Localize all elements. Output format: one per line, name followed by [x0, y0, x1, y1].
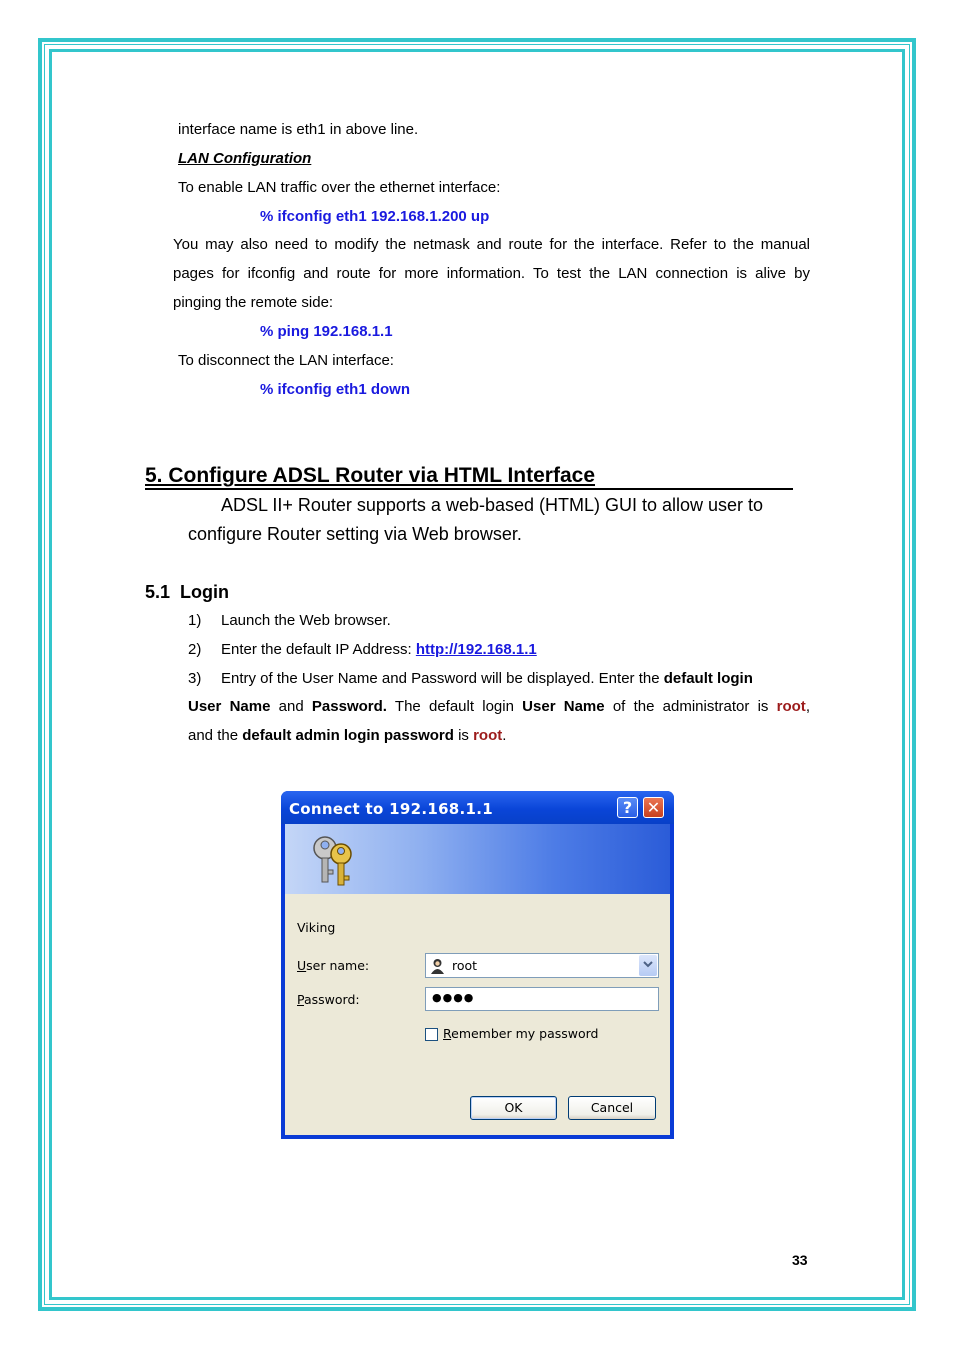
step-3-bold: User Name [188, 698, 271, 715]
user-icon [430, 958, 445, 974]
section-5-description: configure Router setting via Web browser. [188, 524, 522, 544]
step-3-text [221, 670, 753, 688]
dialog-body [285, 894, 670, 1135]
step-3-bold: default admin login password [242, 727, 454, 744]
password-label-text: assword: [303, 992, 360, 1007]
step-number: 2) [188, 641, 202, 658]
keys-icon [305, 832, 361, 888]
step-3-fragment: The default login [386, 698, 523, 715]
help-button[interactable]: ? [617, 797, 638, 818]
section-5-1-heading: 5.1 Login [145, 582, 230, 602]
cancel-button[interactable]: Cancel [568, 1096, 656, 1120]
close-button[interactable]: ✕ [643, 797, 664, 818]
ifconfig-down-command: % ifconfig eth1 down [260, 381, 410, 398]
ifconfig-up-command: % ifconfig eth1 192.168.1.200 up [260, 208, 490, 225]
username-value: root [452, 958, 478, 973]
step-3-fragment: , [805, 698, 810, 715]
section-5-description: ADSL II+ Router supports a web-based (HTML) GUI to allow user to [221, 495, 764, 515]
dialog-banner [285, 824, 670, 894]
username-label [297, 958, 369, 973]
lan-config-heading: LAN Configuration [178, 150, 312, 167]
password-mnemonic: P [297, 992, 304, 1007]
step-3-text [188, 727, 506, 745]
step-3-bold: User Name [522, 698, 605, 715]
login-dialog [281, 791, 674, 1139]
enable-lan-text: To enable LAN traffic over the ethernet interface: [178, 179, 501, 196]
netmask-paragraph-line: You may also need to modify the netmask and route for the interface. Refer to the manual [173, 236, 810, 253]
chevron-down-icon [643, 961, 653, 969]
step-2-text [221, 641, 537, 659]
page-number: 33 [792, 1252, 808, 1268]
password-input[interactable] [425, 987, 659, 1011]
step-3-fragment: . [502, 727, 507, 744]
remember-password-label[interactable] [443, 1026, 599, 1041]
default-password: root [473, 727, 503, 744]
remember-password-checkbox[interactable] [425, 1028, 438, 1041]
router-ip-link[interactable]: http://192.168.1.1 [415, 641, 537, 658]
disconnect-text: To disconnect the LAN interface: [178, 352, 394, 369]
dialog-title: Connect to 192.168.1.1 [289, 800, 494, 818]
username-mnemonic: U [297, 958, 307, 973]
default-username: root [776, 698, 806, 715]
username-dropdown-button[interactable] [639, 955, 657, 976]
step-3-fragment: Entry of the User Name and Password will be displayed. Enter the [221, 670, 664, 687]
remember-mnemonic: R [443, 1026, 452, 1041]
step-3-bold: Password. [311, 698, 387, 715]
realm-label: Viking [297, 920, 336, 935]
section-5-heading: 5. Configure ADSL Router via HTML Interface [145, 464, 793, 490]
step-3-fragment: is [453, 727, 474, 744]
step-3-fragment: of the administrator is [604, 698, 777, 715]
username-label-text: ser name: [306, 958, 370, 973]
step-2-label: Enter the default IP Address: [221, 641, 416, 658]
step-3-fragment: and [270, 698, 312, 715]
password-label [297, 992, 360, 1007]
netmask-paragraph-line: pages for ifconfig and route for more information. To test the LAN connection is alive by [173, 265, 810, 282]
step-1-text: Launch the Web browser. [221, 612, 391, 629]
username-combobox[interactable] [425, 953, 659, 978]
intro-line: interface name is eth1 in above line. [178, 121, 419, 138]
step-number: 3) [188, 670, 202, 687]
step-3-bold: default login [663, 670, 753, 687]
password-value: ●●●● [432, 991, 475, 1004]
step-3-text [188, 698, 810, 716]
netmask-paragraph-line: pinging the remote side: [173, 294, 334, 311]
step-3-fragment: and the [188, 727, 243, 744]
dialog-titlebar [281, 791, 674, 824]
step-number: 1) [188, 612, 202, 629]
ping-command: % ping 192.168.1.1 [260, 323, 393, 340]
remember-label-text: emember my password [451, 1026, 599, 1041]
ok-button[interactable]: OK [470, 1096, 557, 1120]
